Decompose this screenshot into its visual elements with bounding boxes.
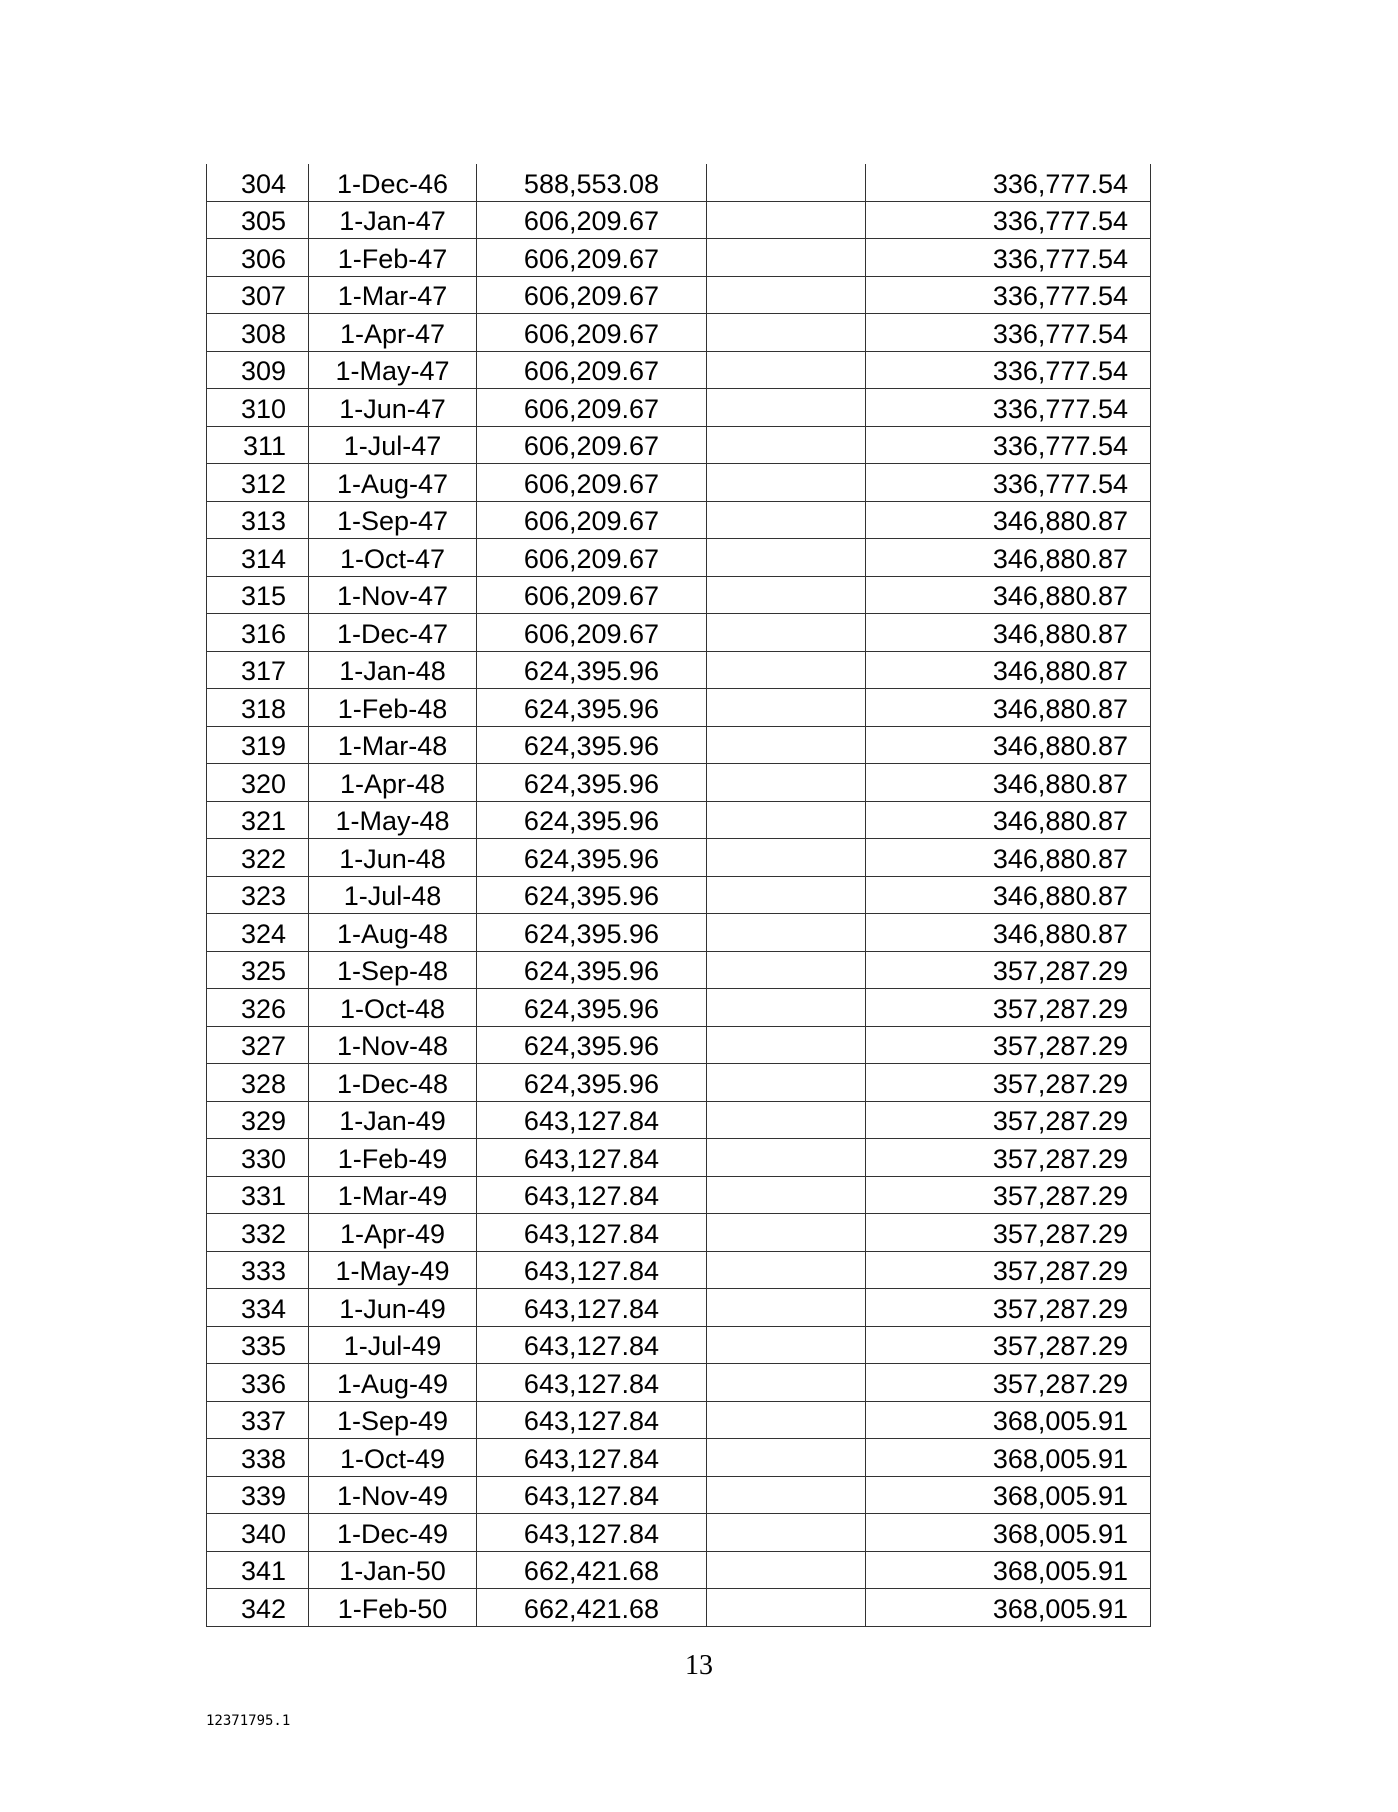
blank-cell	[707, 764, 866, 802]
amount-cell: 624,395.96	[477, 801, 707, 839]
amount-cell: 624,395.96	[477, 1064, 707, 1102]
date-cell: 1-Jul-47	[309, 426, 477, 464]
payment-number-cell: 320	[207, 764, 309, 802]
balance-cell: 336,777.54	[866, 201, 1151, 239]
balance-cell: 346,880.87	[866, 839, 1151, 877]
table-row	[207, 989, 1151, 1027]
blank-cell	[707, 689, 866, 727]
date-cell: 1-Apr-47	[309, 314, 477, 352]
amount-cell: 624,395.96	[477, 989, 707, 1027]
date-cell: 1-Dec-46	[309, 164, 477, 201]
payment-number-cell: 331	[207, 1176, 309, 1214]
amount-cell: 643,127.84	[477, 1214, 707, 1252]
date-cell: 1-May-49	[309, 1251, 477, 1289]
blank-cell	[707, 989, 866, 1027]
amount-cell: 606,209.67	[477, 239, 707, 277]
payment-number-cell: 336	[207, 1364, 309, 1402]
table-row	[207, 1289, 1151, 1327]
blank-cell	[707, 614, 866, 652]
blank-cell	[707, 1326, 866, 1364]
table-row	[207, 1214, 1151, 1252]
table-row	[207, 1026, 1151, 1064]
date-cell: 1-May-47	[309, 351, 477, 389]
balance-cell: 357,287.29	[866, 989, 1151, 1027]
balance-cell: 368,005.91	[866, 1551, 1151, 1589]
amount-cell: 624,395.96	[477, 914, 707, 952]
balance-cell: 368,005.91	[866, 1514, 1151, 1552]
payment-number-cell: 318	[207, 689, 309, 727]
date-cell: 1-Sep-49	[309, 1401, 477, 1439]
date-cell: 1-Dec-48	[309, 1064, 477, 1102]
blank-cell	[707, 576, 866, 614]
table-row	[207, 539, 1151, 577]
table-row	[207, 501, 1151, 539]
blank-cell	[707, 464, 866, 502]
payment-number-cell: 315	[207, 576, 309, 614]
amount-cell: 606,209.67	[477, 501, 707, 539]
date-cell: 1-Aug-49	[309, 1364, 477, 1402]
blank-cell	[707, 1101, 866, 1139]
date-cell: 1-Nov-47	[309, 576, 477, 614]
payment-number-cell: 338	[207, 1439, 309, 1477]
date-cell: 1-Sep-47	[309, 501, 477, 539]
balance-cell: 336,777.54	[866, 426, 1151, 464]
table-row	[207, 1589, 1151, 1627]
date-cell: 1-Aug-48	[309, 914, 477, 952]
amount-cell: 606,209.67	[477, 389, 707, 427]
payment-number-cell: 311	[207, 426, 309, 464]
balance-cell: 346,880.87	[866, 876, 1151, 914]
amount-cell: 662,421.68	[477, 1551, 707, 1589]
table-row	[207, 1326, 1151, 1364]
table-row	[207, 426, 1151, 464]
amount-cell: 662,421.68	[477, 1589, 707, 1627]
balance-cell: 357,287.29	[866, 1289, 1151, 1327]
table-row	[207, 201, 1151, 239]
amount-cell: 624,395.96	[477, 1026, 707, 1064]
table-row	[207, 764, 1151, 802]
balance-cell: 368,005.91	[866, 1401, 1151, 1439]
blank-cell	[707, 1251, 866, 1289]
date-cell: 1-Jan-49	[309, 1101, 477, 1139]
table-row	[207, 1401, 1151, 1439]
date-cell: 1-Jun-48	[309, 839, 477, 877]
amount-cell: 588,553.08	[477, 164, 707, 201]
table-row	[207, 1514, 1151, 1552]
document-id: 12371795.1	[206, 1713, 291, 1729]
payment-number-cell: 334	[207, 1289, 309, 1327]
balance-cell: 357,287.29	[866, 1326, 1151, 1364]
amount-cell: 643,127.84	[477, 1364, 707, 1402]
date-cell: 1-Feb-49	[309, 1139, 477, 1177]
date-cell: 1-Aug-47	[309, 464, 477, 502]
amount-cell: 643,127.84	[477, 1439, 707, 1477]
blank-cell	[707, 1064, 866, 1102]
balance-cell: 357,287.29	[866, 1026, 1151, 1064]
blank-cell	[707, 951, 866, 989]
balance-cell: 368,005.91	[866, 1589, 1151, 1627]
blank-cell	[707, 1401, 866, 1439]
table-row	[207, 464, 1151, 502]
date-cell: 1-Mar-48	[309, 726, 477, 764]
payment-number-cell: 322	[207, 839, 309, 877]
table-row	[207, 689, 1151, 727]
table-row	[207, 951, 1151, 989]
amount-cell: 624,395.96	[477, 651, 707, 689]
table-row	[207, 1364, 1151, 1402]
table-row	[207, 389, 1151, 427]
payment-number-cell: 329	[207, 1101, 309, 1139]
payment-number-cell: 304	[207, 164, 309, 201]
balance-cell: 346,880.87	[866, 501, 1151, 539]
amount-cell: 624,395.96	[477, 726, 707, 764]
balance-cell: 336,777.54	[866, 164, 1151, 201]
payment-number-cell: 328	[207, 1064, 309, 1102]
table-body	[207, 164, 1151, 1626]
balance-cell: 336,777.54	[866, 239, 1151, 277]
date-cell: 1-Jul-48	[309, 876, 477, 914]
amount-cell: 606,209.67	[477, 614, 707, 652]
blank-cell	[707, 1589, 866, 1627]
blank-cell	[707, 1514, 866, 1552]
table-row	[207, 914, 1151, 952]
amount-cell: 643,127.84	[477, 1101, 707, 1139]
date-cell: 1-May-48	[309, 801, 477, 839]
amount-cell: 606,209.67	[477, 426, 707, 464]
date-cell: 1-Feb-48	[309, 689, 477, 727]
balance-cell: 336,777.54	[866, 389, 1151, 427]
date-cell: 1-Sep-48	[309, 951, 477, 989]
date-cell: 1-Jul-49	[309, 1326, 477, 1364]
table-row	[207, 314, 1151, 352]
payment-number-cell: 333	[207, 1251, 309, 1289]
amount-cell: 606,209.67	[477, 464, 707, 502]
amount-cell: 606,209.67	[477, 576, 707, 614]
table-row	[207, 1064, 1151, 1102]
table-row	[207, 576, 1151, 614]
table-row	[207, 276, 1151, 314]
amount-cell: 624,395.96	[477, 839, 707, 877]
blank-cell	[707, 201, 866, 239]
amount-cell: 643,127.84	[477, 1251, 707, 1289]
payment-number-cell: 339	[207, 1476, 309, 1514]
balance-cell: 346,880.87	[866, 614, 1151, 652]
date-cell: 1-Oct-48	[309, 989, 477, 1027]
payment-number-cell: 321	[207, 801, 309, 839]
amount-cell: 624,395.96	[477, 764, 707, 802]
blank-cell	[707, 726, 866, 764]
amount-cell: 643,127.84	[477, 1514, 707, 1552]
table-row	[207, 651, 1151, 689]
blank-cell	[707, 314, 866, 352]
payment-schedule-table	[206, 164, 1151, 1627]
balance-cell: 346,880.87	[866, 726, 1151, 764]
payment-number-cell: 314	[207, 539, 309, 577]
date-cell: 1-Dec-47	[309, 614, 477, 652]
table-row	[207, 1439, 1151, 1477]
table-row	[207, 614, 1151, 652]
page-number: 13	[685, 1650, 713, 1681]
payment-number-cell: 332	[207, 1214, 309, 1252]
table-row	[207, 351, 1151, 389]
table-row	[207, 801, 1151, 839]
balance-cell: 357,287.29	[866, 1214, 1151, 1252]
table-row	[207, 1476, 1151, 1514]
date-cell: 1-Jan-48	[309, 651, 477, 689]
blank-cell	[707, 876, 866, 914]
payment-number-cell: 342	[207, 1589, 309, 1627]
payment-number-cell: 319	[207, 726, 309, 764]
balance-cell: 346,880.87	[866, 539, 1151, 577]
date-cell: 1-Mar-47	[309, 276, 477, 314]
blank-cell	[707, 1026, 866, 1064]
balance-cell: 336,777.54	[866, 351, 1151, 389]
balance-cell: 357,287.29	[866, 1364, 1151, 1402]
blank-cell	[707, 276, 866, 314]
balance-cell: 336,777.54	[866, 314, 1151, 352]
date-cell: 1-Dec-49	[309, 1514, 477, 1552]
payment-number-cell: 313	[207, 501, 309, 539]
amount-cell: 643,127.84	[477, 1139, 707, 1177]
blank-cell	[707, 426, 866, 464]
blank-cell	[707, 351, 866, 389]
table-row	[207, 1551, 1151, 1589]
payment-number-cell: 305	[207, 201, 309, 239]
table-row	[207, 876, 1151, 914]
balance-cell: 368,005.91	[866, 1476, 1151, 1514]
payment-number-cell: 307	[207, 276, 309, 314]
balance-cell: 346,880.87	[866, 651, 1151, 689]
balance-cell: 346,880.87	[866, 801, 1151, 839]
date-cell: 1-Nov-48	[309, 1026, 477, 1064]
payment-number-cell: 330	[207, 1139, 309, 1177]
amount-cell: 624,395.96	[477, 876, 707, 914]
amount-cell: 606,209.67	[477, 539, 707, 577]
blank-cell	[707, 1551, 866, 1589]
blank-cell	[707, 1214, 866, 1252]
date-cell: 1-Apr-49	[309, 1214, 477, 1252]
table-row	[207, 1176, 1151, 1214]
amount-cell: 624,395.96	[477, 689, 707, 727]
date-cell: 1-Nov-49	[309, 1476, 477, 1514]
blank-cell	[707, 1289, 866, 1327]
amount-cell: 643,127.84	[477, 1476, 707, 1514]
date-cell: 1-Jan-50	[309, 1551, 477, 1589]
blank-cell	[707, 651, 866, 689]
payment-number-cell: 323	[207, 876, 309, 914]
payment-number-cell: 335	[207, 1326, 309, 1364]
blank-cell	[707, 1176, 866, 1214]
date-cell: 1-Oct-47	[309, 539, 477, 577]
payment-number-cell: 324	[207, 914, 309, 952]
balance-cell: 357,287.29	[866, 1139, 1151, 1177]
blank-cell	[707, 389, 866, 427]
balance-cell: 357,287.29	[866, 1251, 1151, 1289]
payment-number-cell: 316	[207, 614, 309, 652]
date-cell: 1-Feb-50	[309, 1589, 477, 1627]
amount-cell: 643,127.84	[477, 1401, 707, 1439]
table-row	[207, 1139, 1151, 1177]
amount-cell: 606,209.67	[477, 201, 707, 239]
payment-number-cell: 325	[207, 951, 309, 989]
table-row	[207, 726, 1151, 764]
amount-cell: 624,395.96	[477, 951, 707, 989]
payment-number-cell: 341	[207, 1551, 309, 1589]
amount-cell: 606,209.67	[477, 314, 707, 352]
payment-number-cell: 309	[207, 351, 309, 389]
date-cell: 1-Jun-47	[309, 389, 477, 427]
payment-number-cell: 337	[207, 1401, 309, 1439]
balance-cell: 357,287.29	[866, 1064, 1151, 1102]
payment-number-cell: 312	[207, 464, 309, 502]
table-row	[207, 239, 1151, 277]
schedule-table-container	[206, 164, 1150, 1627]
table-row	[207, 164, 1151, 201]
balance-cell: 336,777.54	[866, 276, 1151, 314]
payment-number-cell: 308	[207, 314, 309, 352]
amount-cell: 606,209.67	[477, 276, 707, 314]
amount-cell: 643,127.84	[477, 1176, 707, 1214]
payment-number-cell: 310	[207, 389, 309, 427]
blank-cell	[707, 539, 866, 577]
payment-number-cell: 317	[207, 651, 309, 689]
blank-cell	[707, 1364, 866, 1402]
blank-cell	[707, 239, 866, 277]
blank-cell	[707, 801, 866, 839]
balance-cell: 357,287.29	[866, 951, 1151, 989]
date-cell: 1-Jun-49	[309, 1289, 477, 1327]
blank-cell	[707, 1476, 866, 1514]
blank-cell	[707, 839, 866, 877]
date-cell: 1-Feb-47	[309, 239, 477, 277]
payment-number-cell: 306	[207, 239, 309, 277]
payment-number-cell: 326	[207, 989, 309, 1027]
amount-cell: 643,127.84	[477, 1289, 707, 1327]
blank-cell	[707, 914, 866, 952]
date-cell: 1-Mar-49	[309, 1176, 477, 1214]
amount-cell: 643,127.84	[477, 1326, 707, 1364]
balance-cell: 336,777.54	[866, 464, 1151, 502]
balance-cell: 357,287.29	[866, 1101, 1151, 1139]
balance-cell: 346,880.87	[866, 689, 1151, 727]
blank-cell	[707, 1439, 866, 1477]
payment-number-cell: 340	[207, 1514, 309, 1552]
blank-cell	[707, 1139, 866, 1177]
table-row	[207, 1251, 1151, 1289]
date-cell: 1-Apr-48	[309, 764, 477, 802]
blank-cell	[707, 501, 866, 539]
balance-cell: 357,287.29	[866, 1176, 1151, 1214]
date-cell: 1-Oct-49	[309, 1439, 477, 1477]
blank-cell	[707, 164, 866, 201]
balance-cell: 346,880.87	[866, 914, 1151, 952]
balance-cell: 346,880.87	[866, 576, 1151, 614]
payment-number-cell: 327	[207, 1026, 309, 1064]
table-row	[207, 1101, 1151, 1139]
date-cell: 1-Jan-47	[309, 201, 477, 239]
amount-cell: 606,209.67	[477, 351, 707, 389]
balance-cell: 368,005.91	[866, 1439, 1151, 1477]
table-row	[207, 839, 1151, 877]
balance-cell: 346,880.87	[866, 764, 1151, 802]
